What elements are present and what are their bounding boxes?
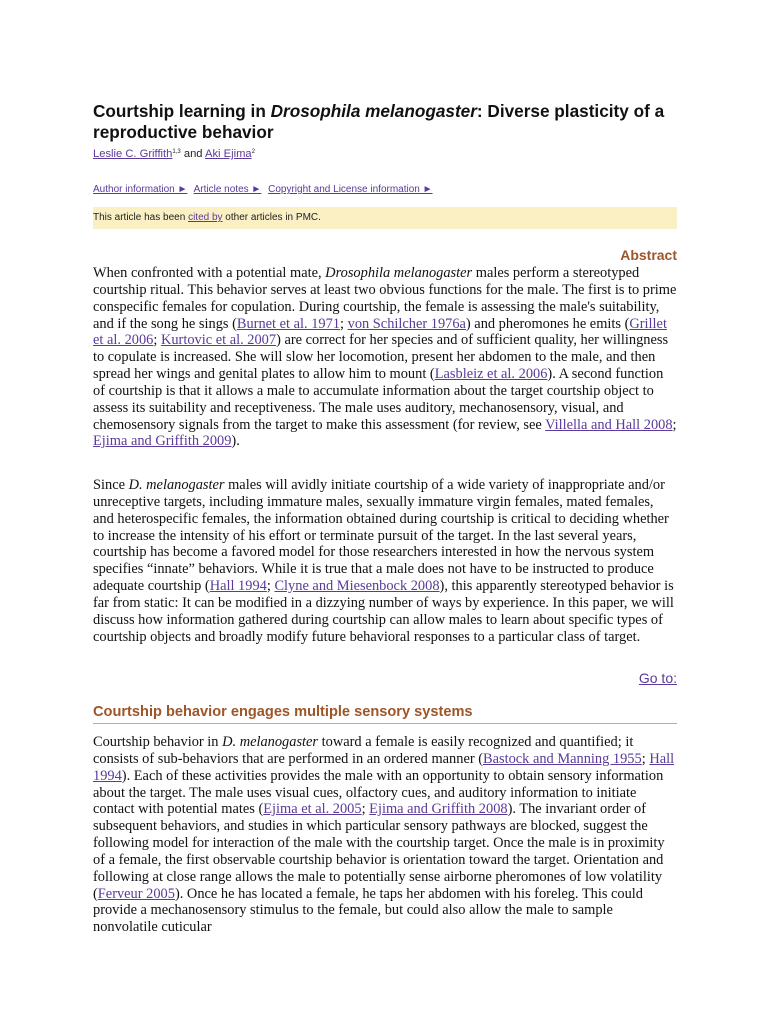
reference-link[interactable]: von Schilcher 1976a bbox=[347, 315, 466, 332]
paragraph-text: Since bbox=[93, 477, 129, 493]
cited-suffix: other articles in PMC. bbox=[222, 212, 321, 223]
paragraph-text: ; bbox=[641, 750, 650, 767]
abstract-paragraph-1 bbox=[93, 265, 677, 450]
author-separator: and bbox=[180, 148, 205, 160]
author-affiliation-2: 2 bbox=[251, 149, 255, 155]
cited-prefix: This article has been bbox=[93, 212, 189, 223]
reference-link[interactable]: Villella and Hall 2008 bbox=[545, 416, 673, 433]
cited-by-banner bbox=[93, 207, 677, 229]
section-heading: Courtship behavior engages multiple sensory systems bbox=[93, 704, 677, 724]
abstract-heading: Abstract bbox=[620, 247, 677, 263]
paragraph-text: ). A second function of courtship is that it allows a male to accumulate information about the target courtship object to assess its suitability and receptiveness. The male uses auditory, mechanosensory, visual, and chemosensory signals from the target to make this assessment (for review, see bbox=[93, 366, 664, 433]
reference-link[interactable]: Ejima and Griffith 2009 bbox=[93, 433, 232, 450]
title-text: Courtship learning in bbox=[93, 101, 271, 121]
reference-link[interactable]: Bastock and Manning 1955 bbox=[483, 750, 642, 767]
paragraph-text: ; bbox=[361, 801, 370, 818]
title-species: Drosophila melanogaster bbox=[270, 101, 477, 121]
author-affiliation-1: 1,3 bbox=[172, 149, 181, 155]
paragraph-text: ; bbox=[340, 315, 348, 332]
paragraph-text: males perform a stereotyped courtship ritual. This behavior serves at least two obvious functions for the male. The first is to prime conspecific females for copulation. During courtship, the female is assessing the male's suitability, and if the song he sings ( bbox=[93, 265, 677, 332]
paragraph-text: ). Once he has located a female, he taps her abdomen with his foreleg. This could provide a mechanosensory stimulus to the female, but could also allow the male to sample nonvolatile cuticular bbox=[93, 885, 644, 936]
cited-by-link[interactable]: cited by bbox=[188, 212, 223, 223]
article-notes-link[interactable]: Article notes ► bbox=[193, 184, 262, 195]
reference-link[interactable]: Ejima et al. 2005 bbox=[263, 801, 362, 818]
reference-link[interactable]: Burnet et al. 1971 bbox=[236, 315, 341, 332]
author-list bbox=[93, 148, 255, 160]
copyright-license-link[interactable]: Copyright and License information ► bbox=[268, 184, 433, 195]
paragraph-text: ). bbox=[231, 433, 240, 450]
reference-link[interactable]: Lasbleiz et al. 2006 bbox=[434, 366, 548, 383]
author-information-link[interactable]: Author information ► bbox=[93, 184, 188, 195]
abstract-paragraph-2 bbox=[93, 477, 677, 645]
paragraph-text: Courtship behavior in bbox=[93, 734, 223, 750]
article-title bbox=[93, 101, 677, 143]
reference-link[interactable]: Kurtovic et al. 2007 bbox=[160, 332, 277, 349]
section-paragraph-1 bbox=[93, 734, 677, 936]
title-text-rest: : Diverse plasticity of a reproductive behavior bbox=[93, 101, 665, 142]
paragraph-text: males will avidly initiate courtship of a wide variety of inappropriate and/or unreceptive targets, including immature males, sexually immature virgin females, mated females, and heterospecific females, the information obtained during courtship is critical to deciding whether to increase the intensity of his effort or terminate pursuit of the target. In the last several years, courtship has become a favored model for those researchers interested in how the nervous system specifies “innate” behaviors. While it is true that a male does not have to be instructed to produce adequate courtship ( bbox=[93, 477, 669, 595]
paragraph-text: ). The invariant order of subsequent behaviors, and studies in which particular sensory pathways are blocked, suggest the following model for interaction of the male with the courtship target. Once the male is in proximity of a female, the first observable courtship behavior is orientation toward the target. Orientation and following at close range allows the male to potentially sense airborne pheromones of low volatility ( bbox=[93, 801, 665, 902]
paragraph-text: ; bbox=[153, 332, 161, 349]
paragraph-text: When confronted with a potential mate, bbox=[93, 265, 326, 281]
author-link-griffith[interactable]: Leslie C. Griffith bbox=[93, 148, 173, 160]
reference-link[interactable]: Hall 1994 bbox=[93, 750, 675, 784]
reference-link[interactable]: Clyne and Miesenbock 2008 bbox=[274, 578, 440, 595]
paragraph-text: ) and pheromones he emits ( bbox=[465, 315, 630, 332]
reference-link[interactable]: Grillet et al. 2006 bbox=[93, 315, 667, 349]
reference-link[interactable]: Hall 1994 bbox=[209, 578, 267, 595]
italic-species-name: Drosophila melanogaster bbox=[325, 265, 473, 281]
paragraph-text: ) are correct for her species and of sufficient quality, her willingness to copulate is increased. She will slow her locomotion, present her abdomen to the male, and then spread her wings and genital plates to allow him to mount ( bbox=[93, 332, 669, 383]
paragraph-text: ; bbox=[672, 416, 677, 433]
article-info-links bbox=[93, 184, 437, 195]
paragraph-text: ), this apparently stereotyped behavior is far from static: It can be modified in a dizzying number of ways by experience. In this paper, we will discuss how information gathered during courtship can allow males to learn about specific types of courtship objects and broadly modify future behavioral responses to a particular class of target. bbox=[93, 578, 674, 645]
go-to-link[interactable]: Go to: bbox=[638, 670, 677, 686]
paragraph-text: ). Each of these activities provides the male with an opportunity to obtain sensory information about the target. The male uses visual cues, olfactory cues, and auditory information to initiate contact with potential mates ( bbox=[93, 767, 664, 818]
reference-link[interactable]: Ferveur 2005 bbox=[97, 885, 175, 902]
paragraph-text: toward a female is easily recognized and quantified; it consists of sub-behaviors that are performed in an ordered manner ( bbox=[93, 734, 634, 767]
reference-link[interactable]: Ejima and Griffith 2008 bbox=[369, 801, 508, 818]
italic-species-name: D. melanogaster bbox=[222, 734, 319, 750]
italic-species-name: D. melanogaster bbox=[128, 477, 225, 493]
paragraph-text: ; bbox=[266, 578, 275, 595]
author-link-ejima[interactable]: Aki Ejima bbox=[205, 148, 252, 160]
